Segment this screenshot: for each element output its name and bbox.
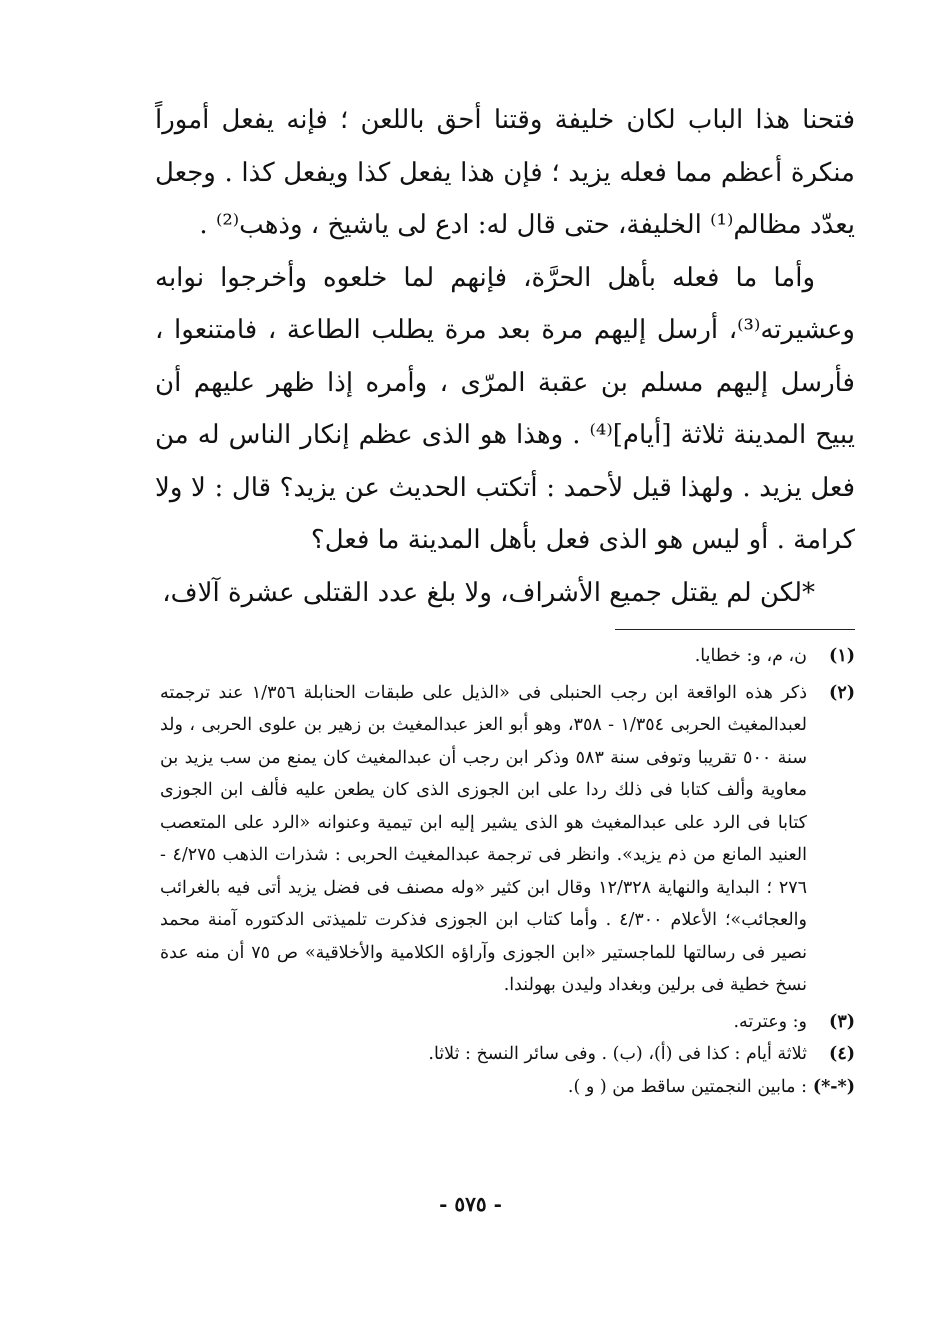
footnote-text: ذكر هذه الواقعة ابن رجب الحنبلى فى «الذيل على طبقات الحنابلة ١/٣٥٦ عند ترجمته لعبدالمغيث الحربى ١/٣٥٤ - ٣٥٨، وهو أبو العز عبدالمغيث بن زهير بن علوى الحربى ، ولد سنة ٥٠٠ تقريبا وتوفى سنة ٥٨٣ وذكر ابن رجب أن عبدالمغيث كان يمنع من سب يزيد بن معاوية وألف كتابا فى ذلك ردا على ابن الجوزى الذى كان يطعن عليه فألف ابن الجوزى كتابا فى الرد على عبدالمغيث هو الذى يشير إليه ابن تيمية وعنوانه «الرد على المتعصب العنيد المانع من ذم يزيد». وانظر فى ترجمة عبدالمغيث الحربى : شذرات الذهب ٤/٢٧٥ - ٢٧٦ ؛ البداية والنهاية ١٢/٣٢٨ وقال ابن كثير «وله مصنف فى فضل يزيد أتى فيه بالغرائب والعجائب»؛ الأعلام ٤/٣٠٠ . وأما كتاب ابن الجوزى فذكرت تلميذتى الدكتوره آمنة محمد نصير فى رسالتها للماجستير «ابن الجوزى وآراؤه الكلامية والأخلاقية» ص ٧٥ أن منه عدة نسخ خطية فى برلين وبغداد وليدن بهولندا. (160, 682, 808, 995)
footnote-2 (160, 677, 855, 1002)
footnote-3 (160, 1006, 855, 1039)
footnote-number: (٢) (829, 682, 855, 703)
footnote-text: ن، م، و: خطايا. (694, 646, 807, 666)
footnote-4 (160, 1038, 855, 1071)
footnote-text: ثلاثة أيام : كذا فى (أ)، (ب) . وفى سائر النسخ : ثلاثا. (428, 1044, 807, 1064)
footnote-1 (160, 640, 855, 673)
paragraph-3: *لكن لم يقتل جميع الأشراف، ولا بلغ عدد القتلى عشرة آلاف، (162, 577, 815, 608)
main-text (155, 94, 855, 619)
paragraph-1: فتحنا هذا الباب لكان خليفة وقتنا أحق باللعن ؛ فإنه يفعل أموراً منكرة أعظم مما فعله يزيد ؛ فإن هذا يفعل كذا ويفعل كذا . وجعل يعدّد مظالم⁽¹⁾ الخليفة، حتى قال له: ادع لى ياشيخ ، وذهب⁽²⁾ . (155, 105, 855, 240)
footnote-star (160, 1071, 855, 1104)
footnote-divider (615, 629, 855, 630)
footnote-number: (١) (829, 646, 855, 666)
page-number: - ٥٧٥ - (439, 1192, 502, 1216)
footnote-number: (٣) (829, 1011, 855, 1032)
paragraph-2: وأما ما فعله بأهل الحرَّة، فإنهم لما خلعوه وأخرجوا نوابه وعشيرته⁽³⁾، أرسل إليهم مرة بعد مرة يطلب الطاعة ، فامتنعوا ، فأرسل إليهم مسلم بن عقبة المرّى ، وأمره إذا ظهر عليهم أن يبيح المدينة ثلاثة [أيام]⁽⁴⁾ . وهذا هو الذى عظم إنكار الناس له من فعل يزيد . ولهذا قيل لأحمد : أتكتب الحديث عن يزيد؟ قال : لا ولا كرامة . أو ليس هو الذى فعل بأهل المدينة ما فعل؟ (155, 262, 855, 555)
footnote-number: (*-*) (812, 1076, 855, 1097)
footnote-text: : مابين النجمتين ساقط من ( و ). (567, 1076, 807, 1097)
footnote-number: (٤) (829, 1044, 855, 1064)
footnote-text: و: وعترته. (733, 1011, 807, 1032)
footnotes (160, 640, 855, 1103)
